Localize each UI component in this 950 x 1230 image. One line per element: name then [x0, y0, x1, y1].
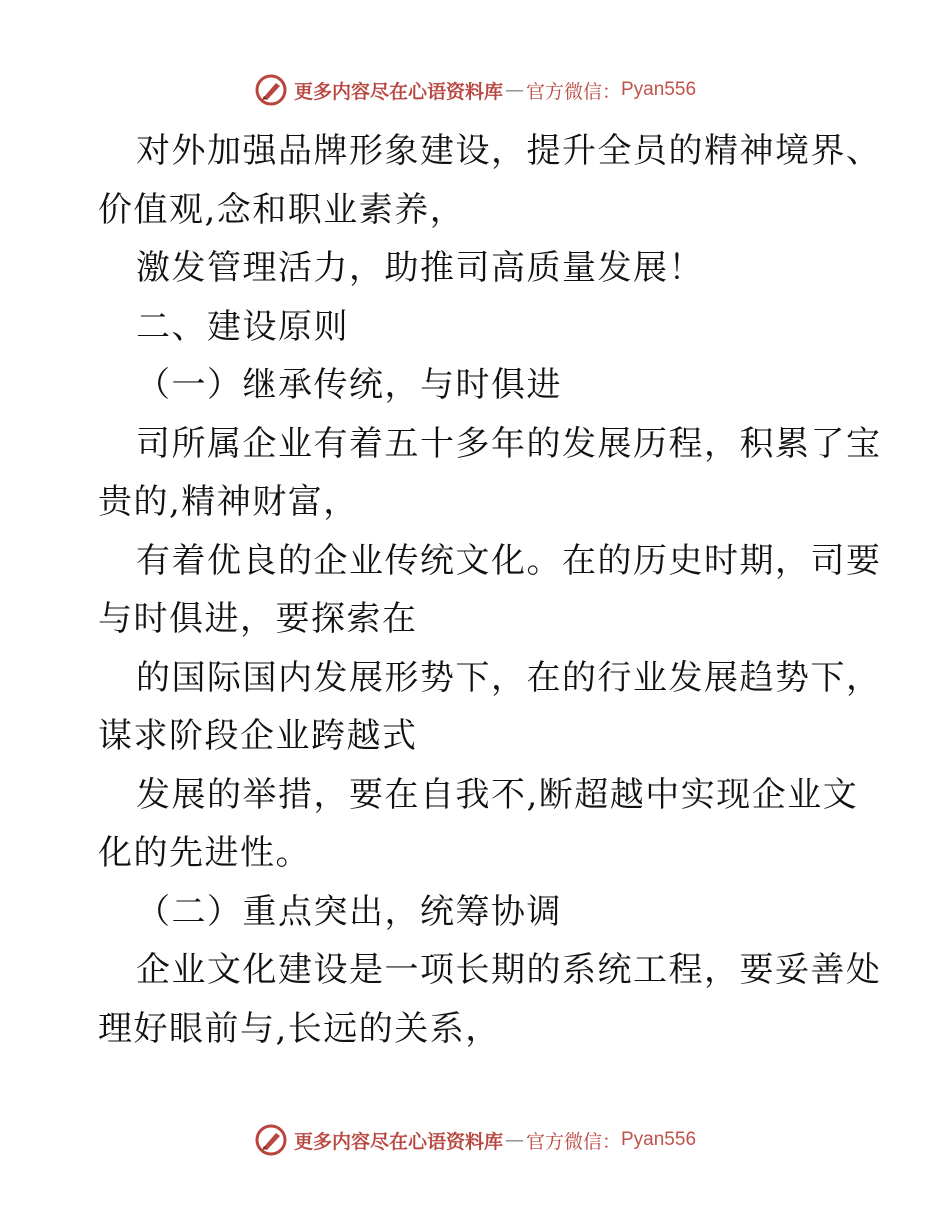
pen-logo-icon [254, 73, 288, 107]
paragraph-line: 理好眼前与,长远的关系， [98, 1008, 501, 1049]
banner-dash: — [504, 79, 524, 101]
banner-dash: — [504, 1129, 524, 1151]
paragraph-line: 企业文化建设是一项长期的系统工程，要妥善处 [136, 950, 882, 990]
banner-wechat-label: 官方微信： [525, 80, 621, 103]
paragraph-line: 有着优良的企业传统文化。在的历史时期，司要 [136, 540, 882, 581]
paragraph-line: 谋求阶段企业跨越式 [98, 716, 418, 756]
section-heading: 二、建设原则 [136, 306, 349, 347]
subsection-heading: （二）重点突出，统筹协调 [136, 891, 562, 932]
banner-wechat-id: Pyan556 [621, 1129, 697, 1150]
document-body [98, 122, 882, 1058]
subsection-heading: （一）继承传统，与时俱进 [136, 365, 562, 405]
banner-wechat-id: Pyan556 [621, 79, 697, 100]
paragraph-line: 司所属企业有着五十多年的发展历程，积累了宝 [136, 423, 882, 464]
paragraph-line: 化的先进性。 [98, 833, 311, 873]
header-banner [0, 70, 950, 110]
paragraph-line: 发展的举措，要在自我不,断超越中实现企业文 [136, 774, 859, 815]
paragraph-line: 对外加强品牌形象建设，提升全员的精神境界、 [136, 131, 882, 171]
pen-logo-icon [254, 1123, 288, 1157]
banner-wechat-label: 官方微信： [525, 1130, 621, 1153]
paragraph-line: 贵的,精神财富， [98, 482, 359, 522]
paragraph-line: 与时俱进，要探索在 [98, 599, 418, 639]
footer-banner [0, 1120, 950, 1160]
banner-brand: 更多内容尽在心语资料库 [293, 80, 503, 103]
paragraph-line: 的国际国内发展形势下，在的行业发展趋势下， [136, 657, 882, 698]
banner-brand: 更多内容尽在心语资料库 [293, 1130, 503, 1153]
paragraph-line: 价值观,念和职业素养， [98, 189, 466, 230]
paragraph-line: 激发管理活力，助推司高质量发展！ [136, 248, 704, 288]
